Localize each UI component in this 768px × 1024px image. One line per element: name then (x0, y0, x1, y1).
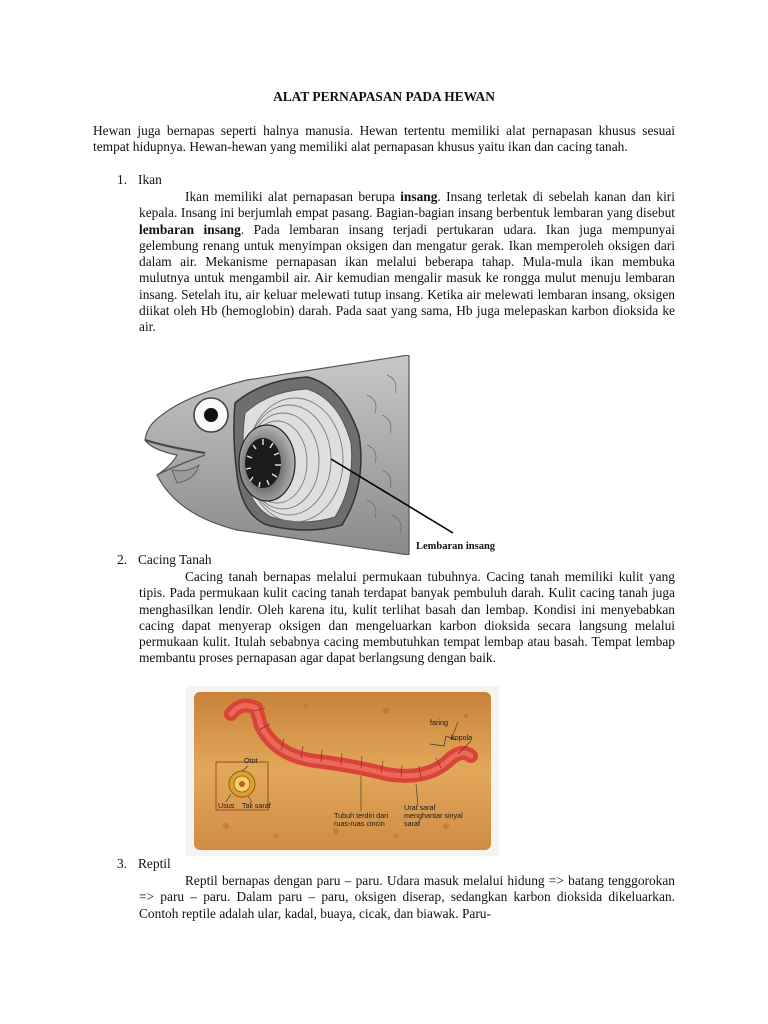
label-urat-saraf: Urat saraf menghantar sinyal saraf (404, 803, 463, 828)
section-title: Cacing Tanah (138, 552, 212, 567)
cross-section-icon (229, 771, 255, 797)
section-reptil-text (139, 873, 675, 922)
section-ikan-text (139, 189, 675, 336)
label-tubuh: Tubuh terdiri dari ruas-ruas cincin (334, 811, 389, 828)
text-run: . Insang terletak di sebelah kanan dan kiri kepala. Insang ini berjumlah empat pasang. Bagian-bagian insang berbentuk lembaran yang disebut (139, 189, 675, 221)
section-number: 1. (117, 172, 128, 187)
label-faring: faring (430, 718, 448, 727)
label-usus: Usus (218, 801, 235, 810)
section-title: Reptil (138, 856, 171, 871)
label-tali-saraf: Tali saraf (242, 801, 271, 810)
fish-gill-illustration (117, 355, 517, 555)
text-run: . Pada lembaran insang terjadi pertukaran udara. Ikan juga mempunyai gelembung renang untuk menyimpan oksigen dan mengatur gerak. Ikan memperoleh oksigen dari dalam air. Mekanisme pernapasan ikan melalui beberapa tahap. Mula-mula ikan membuka mulutnya untuk mengambil air. Air kemudian mengalir masuk ke rongga mulut menuju lembaran insang. Setelah itu, air keluar melewati tutup insang. Ketika air melewati lembaran insang, oksigen diikat oleh Hb (hemoglobin) darah. Pada saat yang sama, Hb juga melepaskan karbon dioksida ke air. (139, 221, 675, 335)
fish-figure-caption: Lembaran insang (416, 541, 496, 552)
label-kopola: kopola (451, 733, 473, 742)
section-ikan-heading (117, 172, 162, 188)
section-cacing-heading (117, 552, 212, 568)
intro-paragraph: Hewan juga bernapas seperti halnya manusia. Hewan tertentu memiliki alat pernapasan khusus sesuai tempat hidupnya. Hewan-hewan yang memiliki alat pernapasan khusus yaitu ikan dan cacing tanah. (93, 123, 675, 155)
bold-term-insang: insang (400, 189, 438, 204)
section-cacing-text (139, 569, 675, 667)
section-number: 3. (117, 856, 128, 871)
earthworm-illustration (186, 686, 499, 856)
section-reptil-heading (117, 856, 171, 872)
bold-term-lembaran-insang: lembaran insang (139, 221, 241, 237)
label-otot: Otot (244, 756, 258, 765)
eye-icon (194, 398, 228, 432)
page-title: ALAT PERNAPASAN PADA HEWAN (273, 89, 495, 104)
text-run: Ikan memiliki alat pernapasan berupa (185, 189, 401, 204)
text-run: Cacing tanah bernapas melalui permukaan tubuhnya. Cacing tanah memiliki kulit yang tipis. Pada permukaan kulit cacing tanah terdapat banyak pembuluh darah. Kulit cacing tanah juga menghasilkan lendir. Oleh karena itu, kulit terlihat basah dan lembap. Kondisi ini menyebabkan cacing dapat menyerap oksigen dan mengeluarkan karbon dioksida secara langsung melalui permukaan kulit. Itulah sebabnya cacing membutuhkan tempat lembap atau basah. Tempat lembap membantu proses pernapasan agar dapat berlangsung dengan baik. (139, 569, 675, 666)
text-run: Reptil bernapas dengan paru – paru. Udara masuk melalui hidung => batang tenggorokan => paru – paru. Dalam paru – paru, oksigen diserap, sedangkan karbon dioksida dikeluarkan. Contoh reptile adalah ular, kadal, buaya, cicak, dan biawak. Paru- (139, 873, 675, 921)
section-title: Ikan (138, 172, 162, 187)
section-number: 2. (117, 552, 128, 567)
